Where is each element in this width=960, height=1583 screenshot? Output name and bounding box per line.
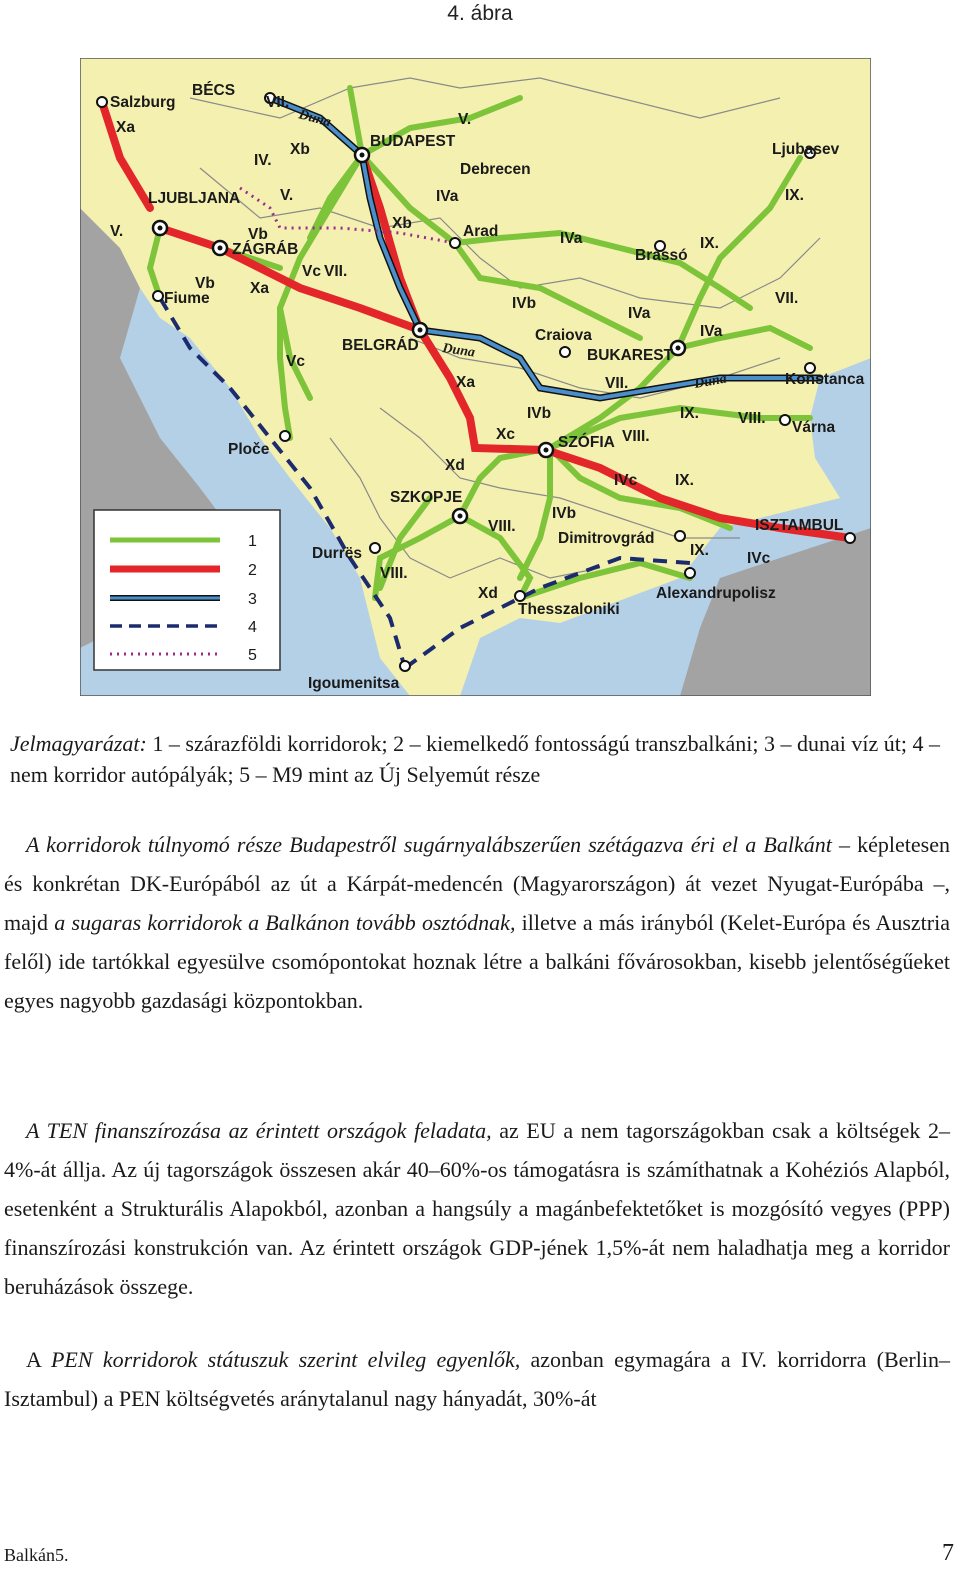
corridor-label: IVb (552, 505, 577, 522)
p2-emphasis: A TEN finanszírozása az érintett országok feladata, (26, 1118, 492, 1143)
p3-text-2: azonban egymagára a IV. korridorra (Berlin–Isztambul) a PEN költségvetés aránytalanul nagy hányadát, 30%-át (4, 1347, 950, 1411)
corridor-label: Xa (116, 119, 135, 136)
corridor-label: IVa (560, 230, 583, 247)
city-label: Arad (463, 223, 499, 240)
p1-emphasis-2: a sugaras korridorok a Balkánon tovább osztódnak, (54, 910, 516, 935)
city-label: Salzburg (110, 94, 176, 111)
corridor-label: IX. (675, 472, 694, 489)
corridor-label: VII. (775, 290, 799, 307)
corridor-label: Xa (456, 374, 475, 391)
city-label: ZÁGRÁB (232, 241, 299, 258)
legend-num: 4 (248, 619, 257, 636)
p1-text-1: – képletesen és konkrétan DK-Európából az út a Kárpát-medencén (Magyarországon) át vezet Nyugat-Európába –, majd (4, 832, 950, 935)
legend-num: 5 (248, 647, 257, 664)
corridor-label: VIII. (380, 565, 408, 582)
city-label: Alexandrupolisz (656, 585, 776, 602)
corridor-label: VIII. (488, 518, 516, 535)
corridor-label: V. (280, 187, 294, 204)
corridor-label: VII. (605, 375, 629, 392)
corridor-label: Vb (248, 226, 268, 243)
paragraph-1 (4, 825, 950, 1020)
corridor-label: VIII. (738, 410, 766, 427)
corridor-label: Vc (302, 263, 321, 280)
river-label: Duna (296, 107, 333, 131)
corridor-label: Xd (445, 457, 465, 474)
corridor-label: V. (458, 111, 472, 128)
corridor-label: IVc (747, 550, 771, 567)
map-legend (94, 510, 280, 670)
city-label: Fiume (164, 290, 210, 307)
city-label: Konstanca (785, 371, 865, 388)
corridor-label: IX. (690, 542, 709, 559)
city-label: SZÓFIA (558, 434, 615, 451)
p3-text-1: A (26, 1347, 51, 1372)
city-label: Craiova (535, 327, 592, 344)
corridor-label: IX. (680, 405, 699, 422)
city-label: SZKOPJE (390, 489, 463, 506)
city-label: ISZTAMBUL (755, 517, 844, 534)
city-label: Thesszaloniki (518, 601, 620, 618)
corridor-label: VII. (266, 94, 290, 111)
p2-text: az EU a nem tagországokban csak a költségek 2–4%-át állja. Az új tagországok összesen akár 40–60%-os támogatásra is számíthatnak a Kohéziós Alapból, esetenként a Strukturális Alapokból, azonban a hangsúly a magánbefektetőket is mozgósító vegyes (PPP) finanszírozási konstrukción van. Az érintett országok GDP-jének 1,5%-át nem haladhatja meg a korridor beruházások összege. (4, 1118, 951, 1299)
map-caption (10, 728, 940, 790)
city-label: Igoumenitsa (308, 675, 400, 692)
p1-text-2: illetve a más irányból (Kelet-Európa és Ausztria felől) ide tartókkal egyesülve csomópontokat hoznak létre a balkáni fővárosokban, kisebb jelentőségűeket egyes nagyobb gazdasági központokban. (4, 910, 950, 1013)
corridor-label: V. (110, 223, 124, 240)
corridor-label: IV. (254, 152, 272, 169)
legend-num: 2 (248, 562, 257, 579)
corridor-label: IVc (614, 472, 638, 489)
paragraph-2 (4, 1111, 950, 1306)
corridor-label: IVb (527, 405, 552, 422)
city-label: LJUBLJANA (148, 190, 241, 207)
city-label: BUKAREST (587, 347, 674, 364)
corridor-label: IVb (512, 295, 537, 312)
corridor-label: Vc (286, 353, 305, 370)
legend-num: 1 (248, 533, 257, 550)
corridor-label: IVa (628, 305, 651, 322)
paragraph-3 (4, 1340, 950, 1418)
p3-emphasis: PEN korridorok státuszuk szerint elvileg egyenlők, (50, 1347, 521, 1372)
corridor-label: VII. (324, 263, 348, 280)
p1-emphasis-1: A korridorok túlnyomó része Budapestről sugárnyalábszerűen szétágazva éri el a Balkánt (26, 832, 832, 857)
river-label: Duna (693, 371, 728, 392)
corridor-label: Xd (478, 585, 498, 602)
city-label: BUDAPEST (370, 133, 456, 150)
corridor-map (80, 58, 871, 696)
city-label: Brassó (635, 247, 688, 264)
page-number: 7 (942, 1540, 954, 1566)
figure-title: 4. ábra (447, 2, 513, 25)
city-label: Durrës (312, 545, 362, 562)
footer-label: Balkán5. (4, 1545, 69, 1565)
city-label: BELGRÁD (342, 337, 419, 354)
city-label: Debrecen (460, 161, 531, 178)
city-label: BÉCS (192, 82, 236, 99)
corridor-label: IVa (700, 323, 723, 340)
corridor-label: Xb (290, 141, 310, 158)
city-label: Várna (792, 419, 836, 436)
corridor-label: Xb (392, 215, 412, 232)
caption-lead: Jelmagyarázat: (10, 731, 147, 756)
city-label: Ploče (228, 441, 270, 458)
caption-text: 1 – szárazföldi korridorok; 2 – kiemelkedő fontosságú transzbalkáni; 3 – dunai víz út; 4 – nem korridor autópályák; 5 – M9 mint az Új Selyemút része (10, 731, 940, 787)
corridor-label: Vb (195, 275, 215, 292)
corridor-label: Xc (496, 426, 515, 443)
corridor-label: IX. (700, 235, 719, 252)
corridor-label: IX. (785, 187, 804, 204)
city-label: Dimitrovgrád (558, 530, 655, 547)
corridor-label: Xa (250, 280, 269, 297)
river-label: Duna (441, 341, 476, 361)
legend-num: 3 (248, 591, 257, 608)
city-label: Ljubasev (772, 141, 840, 158)
corridor-label: IVa (436, 188, 459, 205)
corridor-label: VIII. (622, 428, 650, 445)
